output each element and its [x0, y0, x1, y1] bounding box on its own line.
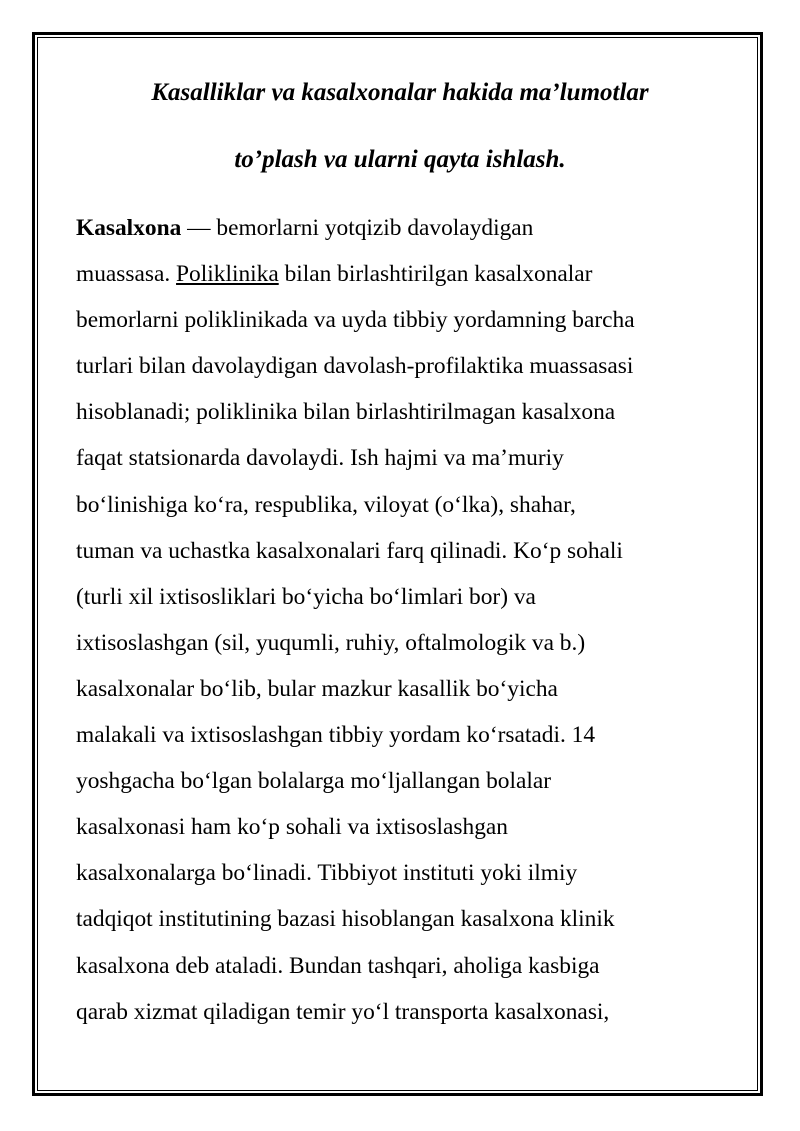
body-line: qarab xizmat qiladigan temir yoʻl transporta kasalxonasi, [76, 998, 610, 1025]
body-line: (turli xil ixtisosliklari boʻyicha boʻlimlari bor) va [76, 583, 536, 610]
body-line: tuman va uchastka kasalxonalari farq qilinadi. Koʻp sohali [76, 537, 623, 564]
document-title-line-1: Kasalliklar va kasalxonalar hakida ma’lumotlar [151, 79, 649, 106]
document-title-line-2: to’plash va ularni qayta ishlash. [234, 146, 566, 173]
body-line-text: — bemorlarni yotqizib davolaydigan [181, 215, 534, 241]
term-kasalxona: Kasalxona [76, 215, 182, 241]
body-line: boʻlinishiga koʻra, respublika, viloyat (oʻlka), shahar, [76, 491, 576, 518]
body-line: kasalxonasi ham koʻp sohali va ixtisoslashgan [76, 814, 509, 841]
body-line: kasalxona deb ataladi. Bundan tashqari, aholiga kasbiga [76, 952, 600, 979]
body-line: faqat statsionarda davolaydi. Ish hajmi va ma’muriy [76, 445, 564, 472]
body-line: malakali va ixtisoslashgan tibbiy yordam koʻrsatadi. 14 [76, 722, 596, 749]
body-line: turlari bilan davolaydigan davolash-profilaktika muassasasi [76, 353, 634, 380]
body-line: kasalxonalar boʻlib, bular mazkur kasallik boʻyicha [76, 675, 558, 702]
body-line [76, 205, 766, 251]
body-line: hisoblanadi; poliklinika bilan birlashtirilmagan kasalxona [76, 399, 616, 426]
body-line: tadqiqot institutining bazasi hisoblangan kasalxona klinik [76, 906, 615, 933]
body-line: ixtisoslashgan (sil, yuqumli, ruhiy, oftalmologik va b.) [76, 629, 586, 656]
body-line: yoshgacha boʻlgan bolalarga moʻljallangan bolalar [76, 768, 552, 795]
body-line-text: muassasa. [76, 261, 177, 288]
body-line: kasalxonalarga boʻlinadi. Tibbiyot instituti yoki ilmiy [76, 860, 578, 887]
body-line [76, 251, 766, 297]
body-line-text: bilan birlashtirilgan kasalxonalar [278, 261, 593, 288]
body-line: bemorlarni poliklinikada va uyda tibbiy yordamning barcha [76, 307, 635, 334]
document-body [76, 205, 766, 1035]
poliklinika-link[interactable]: Poliklinika [176, 261, 279, 288]
